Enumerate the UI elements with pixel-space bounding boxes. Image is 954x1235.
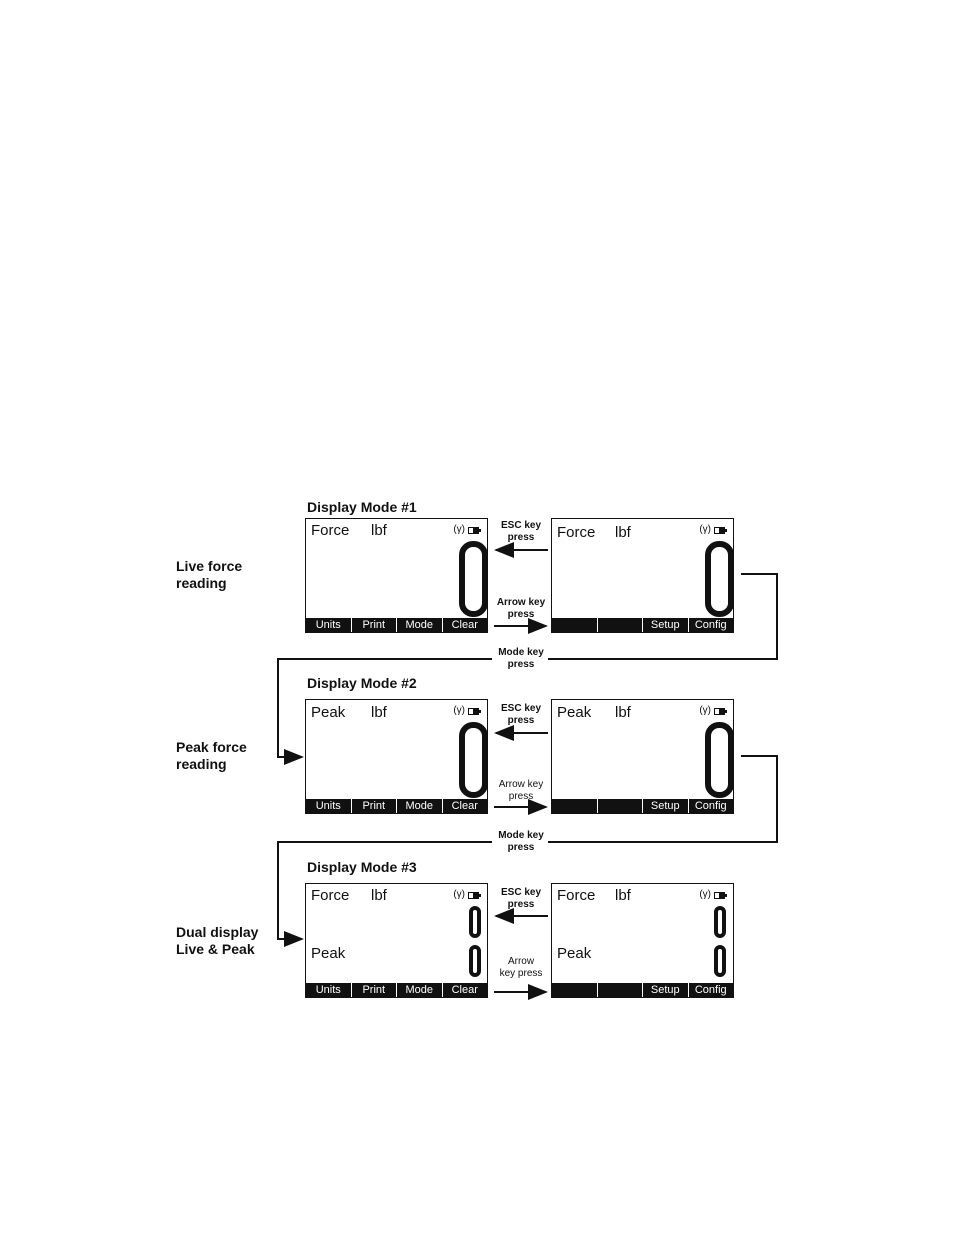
softkey-clear[interactable]: Clear — [451, 984, 478, 996]
softkey-setup[interactable]: Setup — [643, 799, 689, 813]
softkey-bar — [552, 618, 733, 632]
row1-label: Peak — [557, 704, 592, 721]
mode-2-title: Display Mode #2 — [307, 675, 417, 691]
row1-unit: lbf — [371, 704, 387, 721]
row1-unit: lbf — [371, 887, 387, 904]
status-icons — [453, 706, 479, 716]
mode-1-title: Display Mode #1 — [307, 499, 417, 515]
readout-digit — [705, 722, 734, 798]
softkey-blank-2[interactable] — [598, 983, 644, 997]
mode-2-side-label: Peak force reading — [176, 739, 247, 772]
battery-icon — [714, 527, 725, 534]
softkey-bar — [306, 618, 487, 632]
mode-1-arrow-label: Arrow key press — [496, 597, 546, 620]
mode-3-alt-screen — [551, 883, 734, 998]
readout-digit — [459, 722, 488, 798]
row1-unit: lbf — [615, 524, 631, 541]
readout-digit — [705, 541, 734, 617]
row1-label: Force — [557, 524, 596, 541]
softkey-mode[interactable]: Mode — [397, 618, 443, 632]
softkey-bar — [306, 983, 487, 997]
signal-icon: (γ) — [453, 705, 465, 716]
signal-icon: (γ) — [453, 889, 465, 900]
softkey-setup[interactable]: Setup — [643, 983, 689, 997]
row1-unit: lbf — [615, 887, 631, 904]
status-icons — [699, 890, 725, 900]
mode-3-esc-label: ESC key press — [500, 887, 542, 910]
signal-icon: (γ) — [699, 889, 711, 900]
readout-digit-live — [714, 906, 726, 938]
mode-2-esc-label: ESC key press — [500, 703, 542, 726]
softkey-clear[interactable]: Clear — [451, 619, 478, 631]
readout-digit-peak — [714, 945, 726, 977]
row1-unit: lbf — [615, 704, 631, 721]
softkey-blank-1[interactable] — [552, 799, 598, 813]
softkey-bar — [306, 799, 487, 813]
mode-2-alt-screen — [551, 699, 734, 814]
softkey-print[interactable]: Print — [352, 618, 398, 632]
mode-1-side-label: Live force reading — [176, 558, 243, 591]
softkey-units[interactable]: Units — [306, 983, 352, 997]
softkey-units[interactable]: Units — [306, 618, 352, 632]
mode-3-arrow-label: Arrow key press — [499, 956, 543, 979]
battery-icon — [714, 892, 725, 899]
readout-digit-peak — [469, 945, 481, 977]
row1-unit: lbf — [371, 522, 387, 539]
softkey-blank-2[interactable] — [598, 799, 644, 813]
mode-3-side-label: Dual display Live & Peak — [176, 924, 259, 957]
status-icons — [453, 525, 479, 535]
readout-digit-live — [469, 906, 481, 938]
readout-digit — [459, 541, 488, 617]
softkey-mode[interactable]: Mode — [397, 799, 443, 813]
softkey-mode[interactable]: Mode — [397, 983, 443, 997]
row1-label: Peak — [311, 704, 346, 721]
mode-3-main-screen — [305, 883, 488, 998]
softkey-config[interactable]: Config — [694, 619, 727, 631]
battery-icon — [468, 708, 479, 715]
row1-label: Force — [557, 887, 596, 904]
battery-icon — [714, 708, 725, 715]
mode-2-main-screen — [305, 699, 488, 814]
softkey-units[interactable]: Units — [306, 799, 352, 813]
mode-1-esc-label: ESC key press — [500, 520, 542, 543]
battery-icon — [468, 527, 479, 534]
row1-label: Force — [311, 522, 350, 539]
status-icons — [699, 706, 725, 716]
softkey-print[interactable]: Print — [352, 799, 398, 813]
status-icons — [453, 890, 479, 900]
softkey-blank-1[interactable] — [552, 618, 598, 632]
signal-icon: (γ) — [699, 705, 711, 716]
mode-key-label-1: Mode key press — [498, 647, 544, 670]
row2-label: Peak — [311, 945, 346, 962]
signal-icon: (γ) — [453, 524, 465, 535]
softkey-clear[interactable]: Clear — [451, 800, 478, 812]
status-icons — [699, 525, 725, 535]
mode-3-title: Display Mode #3 — [307, 859, 417, 875]
row1-label: Force — [311, 887, 350, 904]
softkey-setup[interactable]: Setup — [643, 618, 689, 632]
softkey-config[interactable]: Config — [694, 800, 727, 812]
signal-icon: (γ) — [699, 524, 711, 535]
battery-icon — [468, 892, 479, 899]
softkey-blank-2[interactable] — [598, 618, 644, 632]
row2-label: Peak — [557, 945, 592, 962]
mode-1-main-screen — [305, 518, 488, 633]
mode-key-label-2: Mode key press — [498, 830, 544, 853]
mode-2-arrow-label: Arrow key press — [498, 779, 544, 802]
softkey-bar — [552, 983, 733, 997]
mode-1-alt-screen — [551, 518, 734, 633]
softkey-blank-1[interactable] — [552, 983, 598, 997]
softkey-bar — [552, 799, 733, 813]
softkey-print[interactable]: Print — [352, 983, 398, 997]
softkey-config[interactable]: Config — [694, 984, 727, 996]
